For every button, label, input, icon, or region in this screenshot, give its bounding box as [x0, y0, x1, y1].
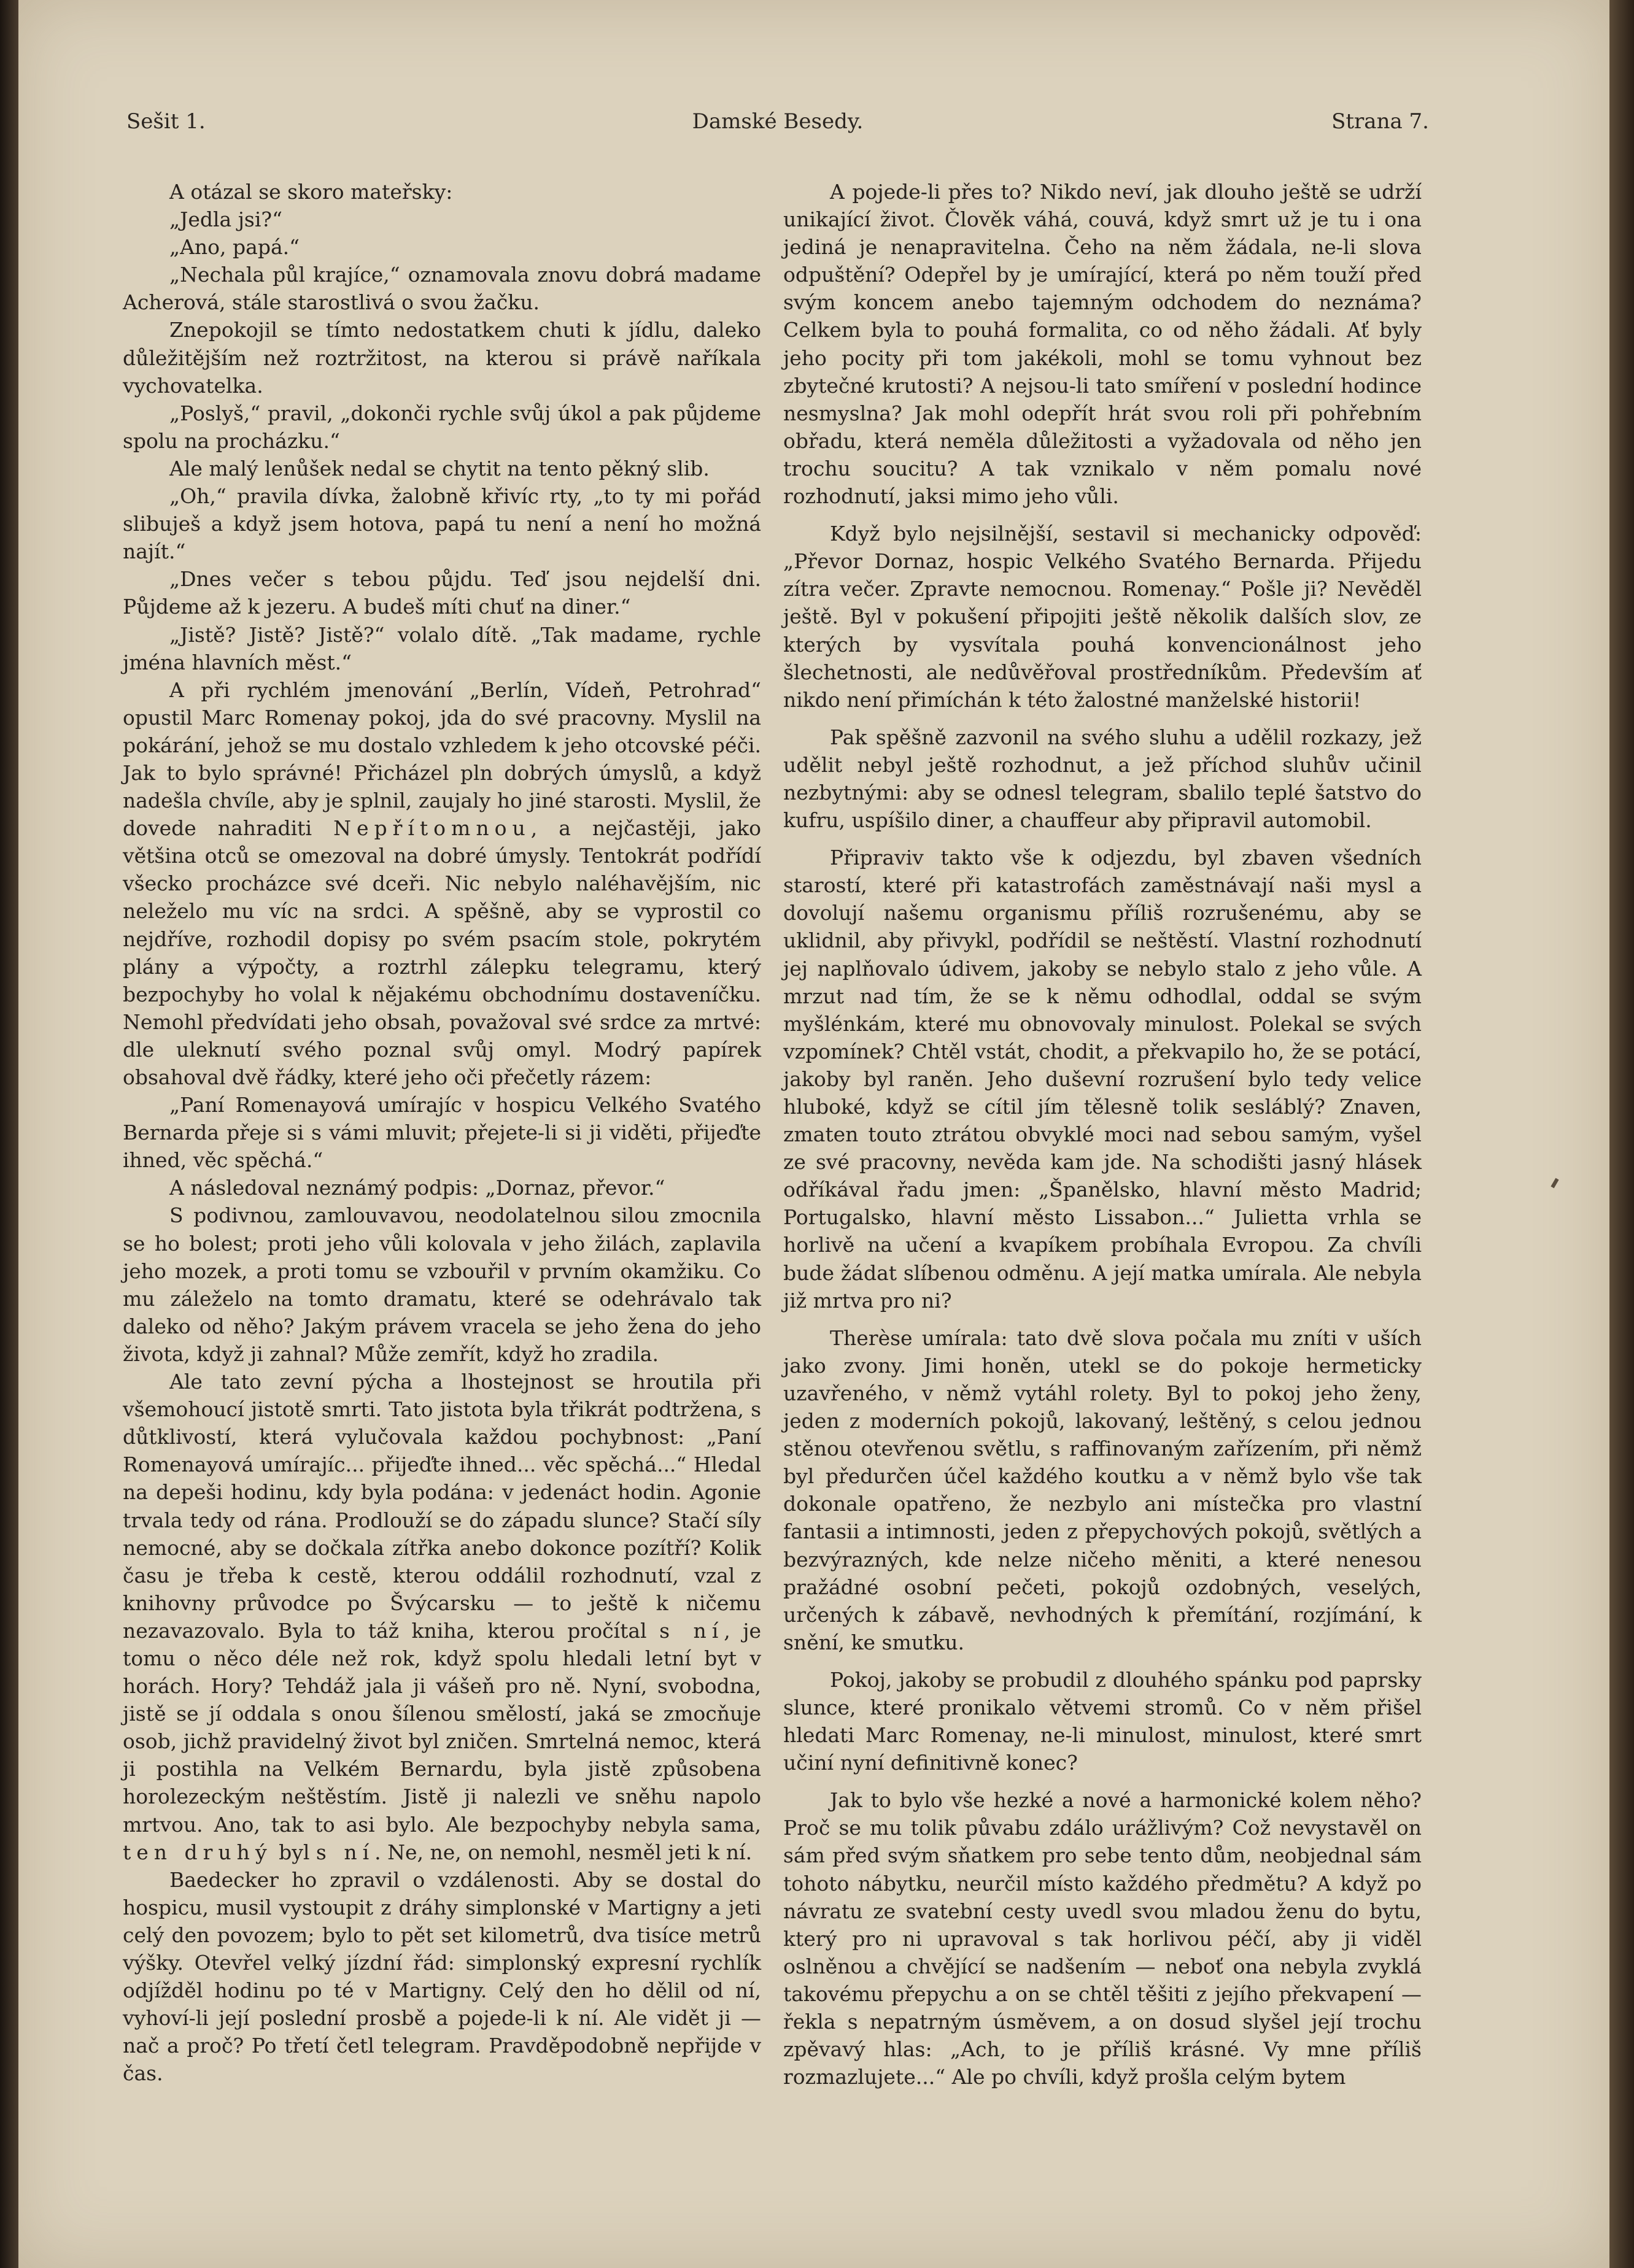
paragraph	[123, 676, 761, 1091]
paragraph: „Paní Romenayová umírajíc v hospicu Velkého Svatého Bernarda přeje si s vámi mluvit; přejete-li si ji viděti, přijeďte ihned, věc spěchá.“	[123, 1093, 761, 1173]
spaced-emphasis: s ní	[316, 1840, 375, 1864]
text-run: Ale tato zevní pýcha a lhostejnost se hroutila při všemohoucí jistotě smrti. Tato jistota byla třikrát podtržena, s důtklivostí, která vylučovala každou pochybnost: „Paní Romenayová umírajíc... přijeďte ihned... věc spěchá...“ Hledal na depeši hodinu, kdy byla podána: v jedenáct hodin. Agonie trvala tedy od rána. Prodlouží se do západu slunce? Stačí síly nemocné, aby se dočkala zítřka anebo dokonce pozítří? Kolik času je třeba k cestě, kterou oddálil rozhodnutí, vzal z knihovny průvodce po Švýcarsku — to ještě k ničemu nezavazovalo. Byla to táž kniha, kterou pročítal	[123, 1370, 761, 1643]
paragraph: A otázal se skoro mateřsky:	[169, 180, 453, 204]
paragraph: A následoval neznámý podpis: „Dornaz, převor.“	[169, 1176, 665, 1200]
magazine-title: Damské Besedy.	[692, 109, 864, 134]
paragraph	[123, 1368, 761, 1866]
right-column	[783, 178, 1422, 2091]
page-number: Strana 7.	[1331, 109, 1429, 134]
paragraph: Znepokojil se tímto nedostatkem chuti k jídlu, daleko důležitějším než roztržitost, na kterou si právě naříkala vychovatelka.	[123, 318, 761, 398]
paragraph: „Jistě? Jistě? Jistě?“ volalo dítě. „Tak madame, rychle jména hlavních měst.“	[123, 622, 761, 674]
paragraph: Ale malý lenůšek nedal se chytit na tento pěkný slib.	[169, 456, 710, 480]
paragraph: „Jedla jsi?“	[169, 207, 282, 232]
scan-edge-right	[1609, 0, 1634, 2268]
paragraph: Připraviv takto vše k odjezdu, byl zbaven všedních starostí, které při katastrofách zaměstnávají naši mysl a dovolují našemu organismu příliš rozrušenému, aby se uklidnil, aby přivykl, podřídil se neštěstí. Vlastní rozhodnutí jej naplňovalo údivem, jakoby se nebylo stalo z jeho vůle. A mrzut nad tím, že se k němu odhodlal, oddal se svým myšlénkám, které mu obnovovaly minulost. Polekal se svých vzpomínek? Chtěl vstát, chodit, a překvapilo ho, že se potácí, jakoby byl raněn. Jeho duševní rozrušení bylo tedy velice hluboké, když se cítil jím tělesně tolik sesláblý? Znaven, zmaten touto ztrátou obvyklé moci nad sebou samým, vyšel ze své pracovny, nevěda kam jde. Na schodišti jasný hlásek odříkával řadu jmen: „Španělsko, hlavní město Madrid; Portugalsko, hlavní město Lissabon...“ Julietta vrhla se horlivě na učení a kvapíkem probíhala Evropou. Za chvíli bude žádat slíbenou odměnu. A její matka umírala. Ale nebyla již mrtva pro ni?	[783, 846, 1422, 1313]
paragraph: Baedecker ho zpravil o vzdálenosti. Aby se dostal do hospicu, musil vystoupit z dráhy simplonské v Martigny a jeti celý den povozem; bylo to pět set kilometrů, dva tisíce metrů výšky. Otevřel velký jízdní řád: simplonský expresní rychlík odjížděl hodinu po té v Martigny. Celý den ho dělil od ní, vyhoví-li její poslední prosbě a pojede-li k ní. Ale vidět ji — nač a proč? Po třetí četl telegram. Pravděpodobně nepřijde v čas.	[123, 1867, 761, 2086]
text-run: , a nejčastěji, jako většina otců se omezoval na dobré úmysly. Tentokrát podřídí všecko procházce své dceři. Nic nebylo naléhavějším, nic neleželo mu víc na srdci. A spěšně, aby se vyprostil co nejdříve, rozhodil dopisy po svém psacím stole, pokrytém plány a výpočty, a roztrhl zálepku telegramu, který bezpochyby ho volal k nějakému obchodnímu dostaveníčku. Nemohl předvídati jeho obsah, považoval své srdce za mrtvé: dle uleknutí svého poznal svůj omyl. Modrý papírek obsahoval dvě řádky, které jeho oči přečetly rázem:	[123, 816, 761, 1089]
issue-number: Sešit 1.	[126, 109, 206, 134]
running-header	[126, 109, 1429, 146]
paragraph: S podivnou, zamlouvavou, neodolatelnou silou zmocnila se ho bolest; proti jeho vůli kolovala v jeho žilách, zaplavila jeho mozek, a proti tomu se vzbouřil v prvním okamžiku. Co mu záleželo na tomto dramatu, které se odehrávalo tak daleko od něho? Jakým právem vracela se jeho žena do jeho života, když ji zahnal? Může zemřít, když ho zradila.	[123, 1203, 761, 1366]
paragraph: „Nechala půl krajíce,“ oznamovala znovu dobrá madame Acherová, stále starostlivá o svou žačku.	[123, 263, 761, 315]
paragraph: Therèse umírala: tato dvě slova počala mu zníti v uších jako zvony. Jimi honěn, utekl se do pokoje hermeticky uzavřeného, v němž vytáhl rolety. Byl to pokoj jeho ženy, jeden z moderních pokojů, lakovaný, leštěný, s celou jednou stěnou otevřenou světlu, s raffinovaným zařízením, při němž byl předurčen účel každého koutku a v němž bylo vše tak dokonale opatřeno, že nezbylo ani místečka pro vlastní fantasii a intimnosti, jeden z přepychových pokojů, světlých a bezvýrazných, kde nelze ničeho měniti, a které nenesou pražádné osobní pečeti, pokojů ozdobných, veselých, určených k zábavě, nevhodných k přemítání, rozjímání, k snění, ke smutku.	[783, 1325, 1422, 1654]
text-run: , je tomu o něco déle než rok, když spolu hledali letní byt v horách. Hory? Tehdáž jala ji vášeň pro ně. Nyní, svobodna, jistě se jí oddala s onou šílenou smělostí, jaká se zmocňuje osob, jichž pravidelný život byl zničen. Smrtelná nemoc, která ji postihla na Velkém Bernardu, byla jistě způsobena horolezeckým neštěstím. Jistě ji nalezli ve sněhu napolo mrtvou. Ano, tak to asi bylo. Ale bezpochyby nebyla sama,	[123, 1618, 761, 1837]
spaced-emphasis: s ní	[659, 1618, 724, 1643]
left-column	[123, 178, 761, 2087]
paragraph: „Oh,“ pravila dívka, žalobně křivíc rty, „to ty mi pořád slibuješ a když jsem hotova, papá tu není a není ho možná najít.“	[123, 484, 761, 564]
spaced-emphasis: ten druhý	[123, 1840, 273, 1864]
paragraph: Pak spěšně zazvonil na svého sluhu a udělil rozkazy, jež udělit nebyl ještě rozhodnut, a jež příchod sluhův učinil nezbytnými: aby se odnesl telegram, sbalilo teplé šatstvo do kufru, uspíšilo diner, a chauffeur aby připravil automobil.	[783, 725, 1422, 833]
scan-edge-left	[0, 0, 18, 2268]
paragraph: „Poslyš,“ pravil, „dokonči rychle svůj úkol a pak půjdeme spolu na procházku.“	[123, 401, 761, 453]
text-run: A při rychlém jmenování „Berlín, Vídeň, Petrohrad“ opustil Marc Romenay pokoj, jda do své pracovny. Myslil na pokárání, jehož se mu dostalo vzhledem k jeho otcovské péči. Jak to bylo správné! Přicházel pln dobrých úmyslů, a když nadešla chvíle, aby je splnil, zaujaly ho jiné starosti. Myslil, že dovede nahraditi	[123, 677, 761, 841]
paragraph: „Ano, papá.“	[169, 235, 300, 260]
paragraph: A pojede-li přes to? Nikdo neví, jak dlouho ještě se udrží unikající život. Člověk váhá, couvá, když smrt už je tu i ona jediná je nenapravitelna. Čeho na něm žádala, ne-li slova odpuštění? Odepřel by je umírající, která po něm touží před svým koncem anebo tajemným odchodem do neznáma? Celkem byla to pouhá formalita, co od něho žádali. Ať byly jeho pocity při tom jakékoli, mohl se tomu vyhnout bez zbytečné krutosti? A nejsou-li tato smíření v poslední hodince nesmyslna? Jak mohl odepřít hrát svou roli při pohřebním obřadu, která neměla důležitosti a vyžadovala od něho jen trochu soucitu? A tak vznikalo v něm pomalu nové rozhodnutí, jaksi mimo jeho vůli.	[783, 180, 1422, 509]
paragraph: Pokoj, jakoby se probudil z dlouhého spánku pod paprsky slunce, které pronikalo větvemi stromů. Co v něm přišel hledati Marc Romenay, ne-li minulost, minulost, které smrt učiní nyní definitivně konec?	[783, 1667, 1422, 1775]
spaced-emphasis: Nepřítomnou	[333, 816, 531, 841]
text-run: byl	[279, 1840, 310, 1864]
paragraph: Když bylo nejsilnější, sestavil si mechanicky odpověď: „Převor Dornaz, hospic Velkého Svatého Bernarda. Přijedu zítra večer. Zpravte nemocnou. Romenay.“ Pošle ji? Nevěděl ještě. Byl v pokušení připojiti ještě několik dalších slov, ze kterých by vysvítala pouhá konvencionálnost jeho šlechetnosti, ale nedůvěřoval prostředníkům. Především ať nikdo není přimíchán k této žalostné manželské historii!	[783, 522, 1422, 712]
paragraph: „Dnes večer s tebou půjdu. Teď jsou nejdelší dni. Půjdeme až k jezeru. A budeš míti chuť na diner.“	[123, 567, 761, 619]
text-run: . Ne, ne, on nemohl, nesměl jeti k ní.	[374, 1840, 753, 1864]
paragraph: Jak to bylo vše hezké a nové a harmonické kolem něho? Proč se mu tolik půvabu zdálo urážlivým? Což nevystavěl on sám před svým sňatkem pro sebe tento dům, neobjednal sám tohoto nábytku, neurčil místo každého předmětu? A když po návratu ze svatební cesty uvedl svou mladou ženu do bytu, který pro ni upravoval s tak horlivou péčí, aby ji viděl oslněnou a chvějící se nadšením — neboť ona nebyla zvyklá takovému přepychu a on se chtěl těšiti z jejího překvapení — řekla s nepatrným úsměvem, a on dosud slyšel její trochu zpěvavý hlas: „Ach, to je příliš krásné. Vy mne příliš rozmazlujete...“ Ale po chvíli, když prošla celým bytem	[783, 1788, 1422, 2089]
